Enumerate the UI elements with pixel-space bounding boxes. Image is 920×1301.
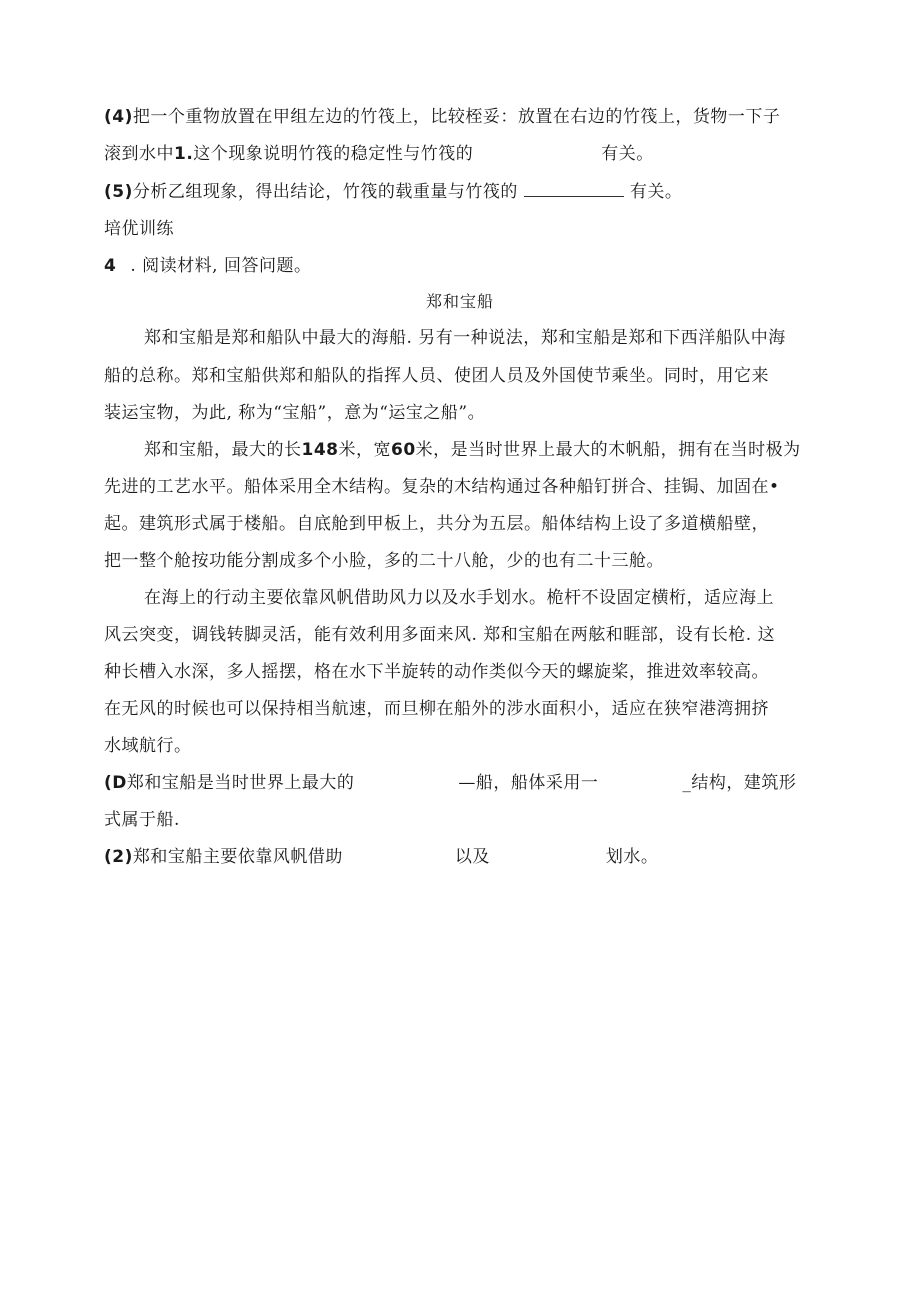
sub1-text-a: 郑和宝船是当时世界上最大的 xyxy=(126,773,355,793)
sub1-text-c: _结构，建筑形 xyxy=(682,773,797,793)
q4-text: 把一个重物放置在甲组左边的竹筏上，比较桎妥：放置在右边的竹筏上，货物一下子 xyxy=(132,107,781,127)
article-title: 郑和宝船 xyxy=(425,292,494,311)
p2-l1-b: 米，宽 xyxy=(338,440,391,460)
p1-line-1: 郑和宝船是郑和船队中最大的海船. 另有一种说法，郑和宝船是郑和下西洋船队中海 xyxy=(144,328,786,348)
sub2-text-a: 郑和宝船主要依靠风帆借助 xyxy=(132,847,343,867)
q4-line2-pre: 滚到水中 xyxy=(104,144,174,164)
p1-line-2: 船的总称。郑和宝船供郑和船队的指挥人员、使团人员及外国使节乘坐。同时，用它来 xyxy=(104,366,769,386)
p2-l1-c: 米，是当时世界上最大的木帆船，拥有在当时极为 xyxy=(415,440,801,460)
item4-text: . 阅读材料, 回答问题。 xyxy=(130,256,312,276)
q4-line2-mid: 这个现象说明竹筏的稳定性与竹筏的 xyxy=(193,144,474,164)
sub1-number: (D xyxy=(104,773,127,793)
sub1-line-2: 式属于船. xyxy=(104,810,180,830)
p2-length-number: 148 xyxy=(301,440,339,460)
q4-line-1 xyxy=(104,106,780,128)
sub2-line xyxy=(104,846,658,868)
p2-line-1 xyxy=(144,439,801,461)
item4-number: 4 xyxy=(104,256,117,276)
sub1-text-b: —船，船体采用一 xyxy=(458,773,599,793)
q5-text: 分析乙组现象，得出结论，竹筏的载重量与竹筏的 xyxy=(132,182,518,202)
p3-line-1: 在海上的行动主要依靠风帆借助风力以及水手划水。桅杆不设固定横桁，适应海上 xyxy=(144,588,774,608)
q4-line2-num: 1. xyxy=(174,144,194,164)
p3-line-5: 水域航行。 xyxy=(104,736,192,756)
section-heading: 培优训练 xyxy=(104,219,174,239)
q5-answer-blank[interactable] xyxy=(524,182,624,197)
sub2-text-c: 划水。 xyxy=(605,847,659,867)
sub1-line-1 xyxy=(104,772,796,794)
p3-line-2: 风云突变，调钱转脚灵活，能有效利用多面来风. 郑和宝船在两舷和睚部，设有长枪. 这 xyxy=(104,625,776,645)
p3-line-4: 在无风的时候也可以保持相当航速，而旦柳在船外的涉水面积小，适应在狭窄港湾拥挤 xyxy=(104,699,769,719)
item4-line xyxy=(104,255,311,277)
sub2-text-b: 以及 xyxy=(454,847,490,867)
sub2-number: (2) xyxy=(104,847,133,867)
p2-line-2: 先进的工艺水平。船体采用全木结构。复杂的木结构通过各种船钉拼合、挂锔、加固在• xyxy=(104,477,780,497)
p2-width-number: 60 xyxy=(391,440,416,460)
p1-line-3: 装运宝物，为此, 称为“宝船”，意为“运宝之船”。 xyxy=(104,403,486,423)
p2-line-4: 把一整个舱按功能分割成多个小脸，多的二十八舱，少的也有二十三舱。 xyxy=(104,551,664,571)
q4-line-2 xyxy=(104,143,654,165)
q4-line2-post: 有关。 xyxy=(601,144,654,164)
p3-line-3: 种长槽入水深，多人摇摆，格在水下半旋转的动作类似今天的螺旋桨，推进效率较高。 xyxy=(104,662,769,682)
q5-number: (5) xyxy=(104,182,133,202)
p2-line-3: 起。建筑形式属于楼船。自底舱到甲板上，共分为五层。船体结构上设了多道横船壁， xyxy=(104,514,769,534)
q5-post: 有关。 xyxy=(629,182,683,202)
p2-l1-a: 郑和宝船，最大的长 xyxy=(144,440,302,460)
q4-number: (4) xyxy=(104,107,133,127)
q5-line xyxy=(104,181,682,203)
